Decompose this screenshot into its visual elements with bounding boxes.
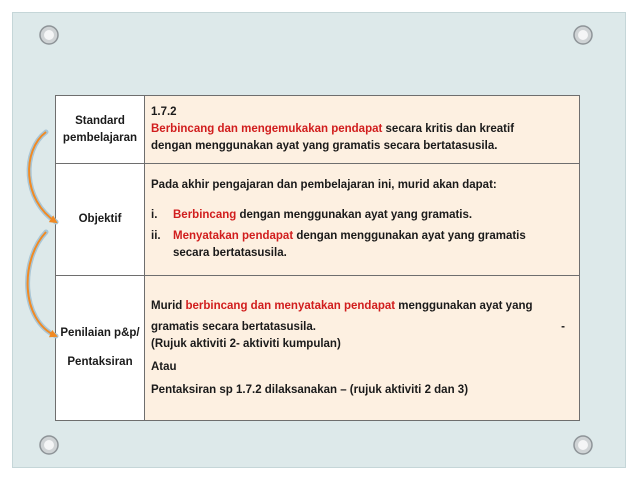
label-line: pembelajaran [62,131,138,144]
table-row-penilaian [56,276,580,421]
objektif-intro: Pada akhir pengajaran dan pembelajaran ini, murid akan dapat: [151,179,497,191]
table-row-objektif [56,164,580,276]
item-number: ii. [151,230,161,242]
standard-code: 1.7.2 [151,106,177,118]
spacer [58,342,142,354]
label-standard [56,96,145,164]
highlight-text: Menyatakan pendapat [173,230,294,242]
body-text: Murid [151,299,186,312]
pin-top-left-icon [38,24,60,46]
highlight-text: berbincang dan menyatakan pendapat [185,299,396,312]
body-text: dengan menggunakan ayat yang gramatis [293,230,526,242]
body-text: dengan menggunakan ayat yang gramatis. [236,209,473,221]
lesson-plan-table [55,95,580,421]
highlight-text: Berbincang dan mengemukakan pendapat [151,123,383,135]
pin-top-right-icon [572,24,594,46]
standard-line1 [151,121,573,138]
label-line: Objektif [78,213,122,225]
penilaian-line3: (Rujuk aktiviti 2- aktiviti kumpulan) [151,337,341,350]
label-objektif [56,164,145,276]
pin-bottom-right-icon [572,434,594,456]
label-line: Standard [75,114,125,127]
highlight-text: Berbincang [173,209,237,221]
penilaian-line1 [151,298,573,315]
body-text: gramatis secara bertatasusila. [151,320,316,333]
body-text: menggunakan ayat yang [395,299,533,312]
penilaian-line4: Atau [151,360,177,373]
penilaian-line5: Pentaksiran sp 1.7.2 dilaksanakan – (rujuk aktiviti 2 dan 3) [151,383,469,396]
list-item [151,207,573,224]
standard-line2: dengan menggunakan ayat yang gramatis secara bertatasusila. [151,140,498,152]
body-text: secara kritis dan kreatif [382,123,515,135]
content-standard [145,96,580,164]
list-item [151,228,573,262]
content-objektif [145,164,580,276]
dash-mark: - [561,320,565,333]
label-line: Penilaian p&p/ [60,327,140,339]
body-text: secara bertatasusila. [173,247,287,259]
label-penilaian [56,276,145,421]
table-row-standard [56,96,580,164]
label-line: Pentaksiran [67,356,133,368]
penilaian-line2 [151,319,573,336]
content-penilaian [145,276,580,421]
pin-bottom-left-icon [38,434,60,456]
spacer [151,194,573,207]
item-number: i. [151,209,158,221]
